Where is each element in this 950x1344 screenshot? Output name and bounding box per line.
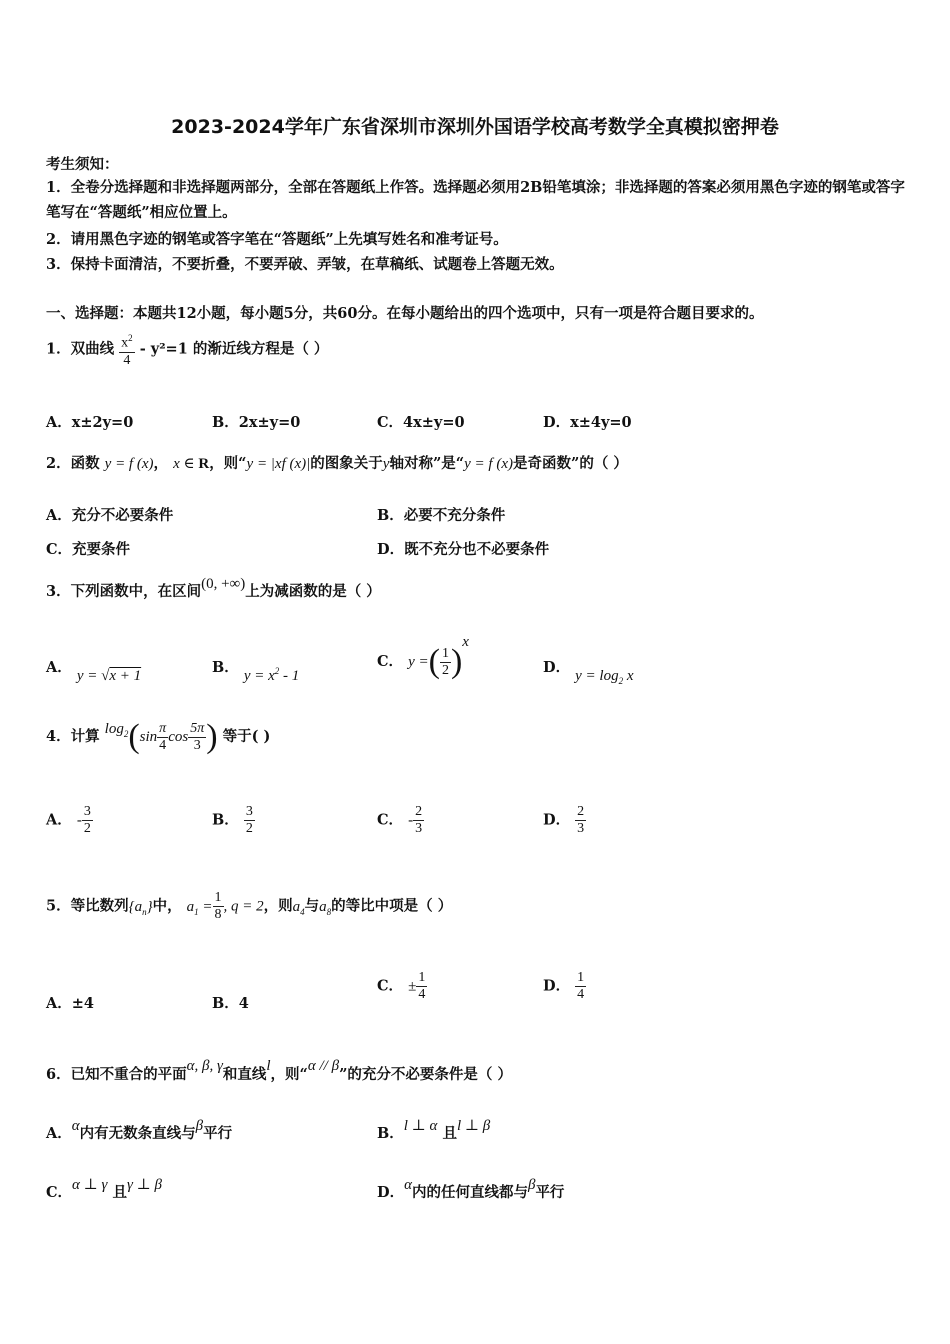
- section-heading: 一、选择题：本题共12小题，每小题5分，共60分。在每小题给出的四个选项中，只有一项是符合题目要求的。: [46, 305, 764, 322]
- notice-item-3: 3．保持卡面清洁，不要折叠，不要弄破、弄皱，在草稿纸、试题卷上答题无效。: [46, 256, 564, 273]
- notice-item-1: 1．全卷分选择题和非选择题两部分，全部在答题纸上作答。选择题必须用2B铅笔填涂；非选择题的答案必须用黑色字迹的钢笔或答字笔写在“答题纸”相应位置上。: [46, 179, 905, 221]
- q3-option-d-math: $y = \log_2 x$: [575, 668, 634, 686]
- q1-option-b: B．2x±y=0: [212, 414, 301, 431]
- q3-option-d: D． $y = \log_2 x$: [543, 659, 634, 686]
- q1-prefix: 1．双曲线: [46, 340, 115, 358]
- q2-option-b: B．必要不充分条件: [377, 507, 506, 524]
- q3-prefix: 3．下列函数中，在区间: [46, 583, 202, 600]
- q3-option-a: A． y = √x + 1: [46, 659, 142, 684]
- q2-option-d: D．既不充分也不必要条件: [377, 541, 550, 558]
- q6-option-b: B．l ⊥ α 且l ⊥ β: [377, 1118, 491, 1142]
- q6-option-c: C．α ⊥ γ 且γ ⊥ β: [46, 1177, 162, 1201]
- q4-option-b: B． $\frac{3}{2}$: [212, 804, 253, 836]
- q1-suffix: - y²=1 的渐近线方程是（ ）: [139, 340, 329, 358]
- question-1: [46, 330, 328, 369]
- page-title: 2023-2024学年广东省深圳市深圳外国语学校高考数学全真模拟密押卷: [171, 116, 779, 138]
- q6-option-a: A．α内有无数条直线与β平行: [46, 1118, 233, 1142]
- question-5: 5．等比数列$\{a_n\}$中， $a_1$ = $\frac{1}{8}$ , q = 2，则$a_4$与$a_8$的等比中项是（ ）: [46, 890, 453, 922]
- q1-option-d: D．x±4y=0: [543, 414, 632, 431]
- q5-seq: $\{a_n\}$: [128, 898, 153, 917]
- q6-option-d: D．α内的任何直线都与β平行: [377, 1177, 565, 1201]
- notice-heading: 考生须知：: [46, 156, 119, 173]
- q2-math-abs: y = |xf (x)|: [246, 456, 311, 472]
- q3-option-c-math: y =: [408, 654, 429, 670]
- question-4: 4．计算 $\log_2(\sin$ $\frac{\pi}{4}$ cos $\frac{5\pi}{3}$ ) 等于( ): [46, 718, 271, 755]
- q4-suffix: 等于( ): [222, 728, 271, 745]
- q5-option-d: D． $\frac{1}{4}$: [543, 970, 585, 1002]
- q2-prefix: 2．函数: [46, 455, 100, 472]
- q3-option-a-math: y = √x + 1: [76, 668, 142, 684]
- q6-prefix: 6．已知不重合的平面: [46, 1066, 187, 1083]
- q3-option-b-math: $y = x^2 - 1$: [243, 666, 300, 684]
- question-3: [46, 576, 381, 601]
- q3-option-c: C． y =( $\frac{1}{2}$ )$^x$: [377, 634, 469, 680]
- q1-option-a: A．x±2y=0: [46, 414, 134, 431]
- question-6: 6．已知不重合的平面α, β, γ和直线l，则“α // β”的充分不必要条件是（ ）: [46, 1058, 512, 1083]
- q3-interval: (0, +∞): [201, 576, 246, 592]
- q1-fraction: $\frac{x^2}{4}$: [119, 330, 135, 369]
- notice-item-2: 2．请用黑色字迹的钢笔或答字笔在“答题纸”上先填写姓名和准考证号。: [46, 231, 508, 248]
- q1-option-c: C．4x±y=0: [377, 414, 465, 431]
- question-2: 2．函数 y = f (x)， x ∈ R，则“y = |xf (x)|的图象关于y轴对称”是“y = f (x)是奇函数”的（ ）: [46, 455, 628, 472]
- q2-option-c: C．充要条件: [46, 541, 131, 558]
- q5-option-b: B．4: [212, 995, 249, 1012]
- q2-math-y: y: [382, 456, 390, 472]
- q4-prefix: 4．计算: [46, 728, 100, 745]
- q4-option-d: D． $\frac{2}{3}$: [543, 804, 585, 836]
- q4-option-a: A． - $\frac{3}{2}$: [46, 804, 91, 836]
- q4-option-c: C． - $\frac{2}{3}$: [377, 804, 423, 836]
- q2-math-func: y = f (x): [104, 456, 154, 472]
- q3-suffix: 上为减函数的是（ ）: [245, 583, 381, 600]
- q5-given: $a_1$ =: [186, 898, 213, 917]
- q3-option-b: B． $y = x^2 - 1$: [212, 659, 300, 684]
- q2-math-domain: x ∈ R: [173, 456, 210, 472]
- q2-option-a: A．充分不必要条件: [46, 507, 174, 524]
- q2-math-func2: y = f (x): [464, 456, 513, 472]
- q5-option-a: A．±4: [46, 995, 94, 1012]
- q5-prefix: 5．等比数列: [46, 897, 129, 915]
- q4-math: $\log_2$: [104, 721, 129, 739]
- q5-option-c: C． ± $\frac{1}{4}$: [377, 970, 426, 1002]
